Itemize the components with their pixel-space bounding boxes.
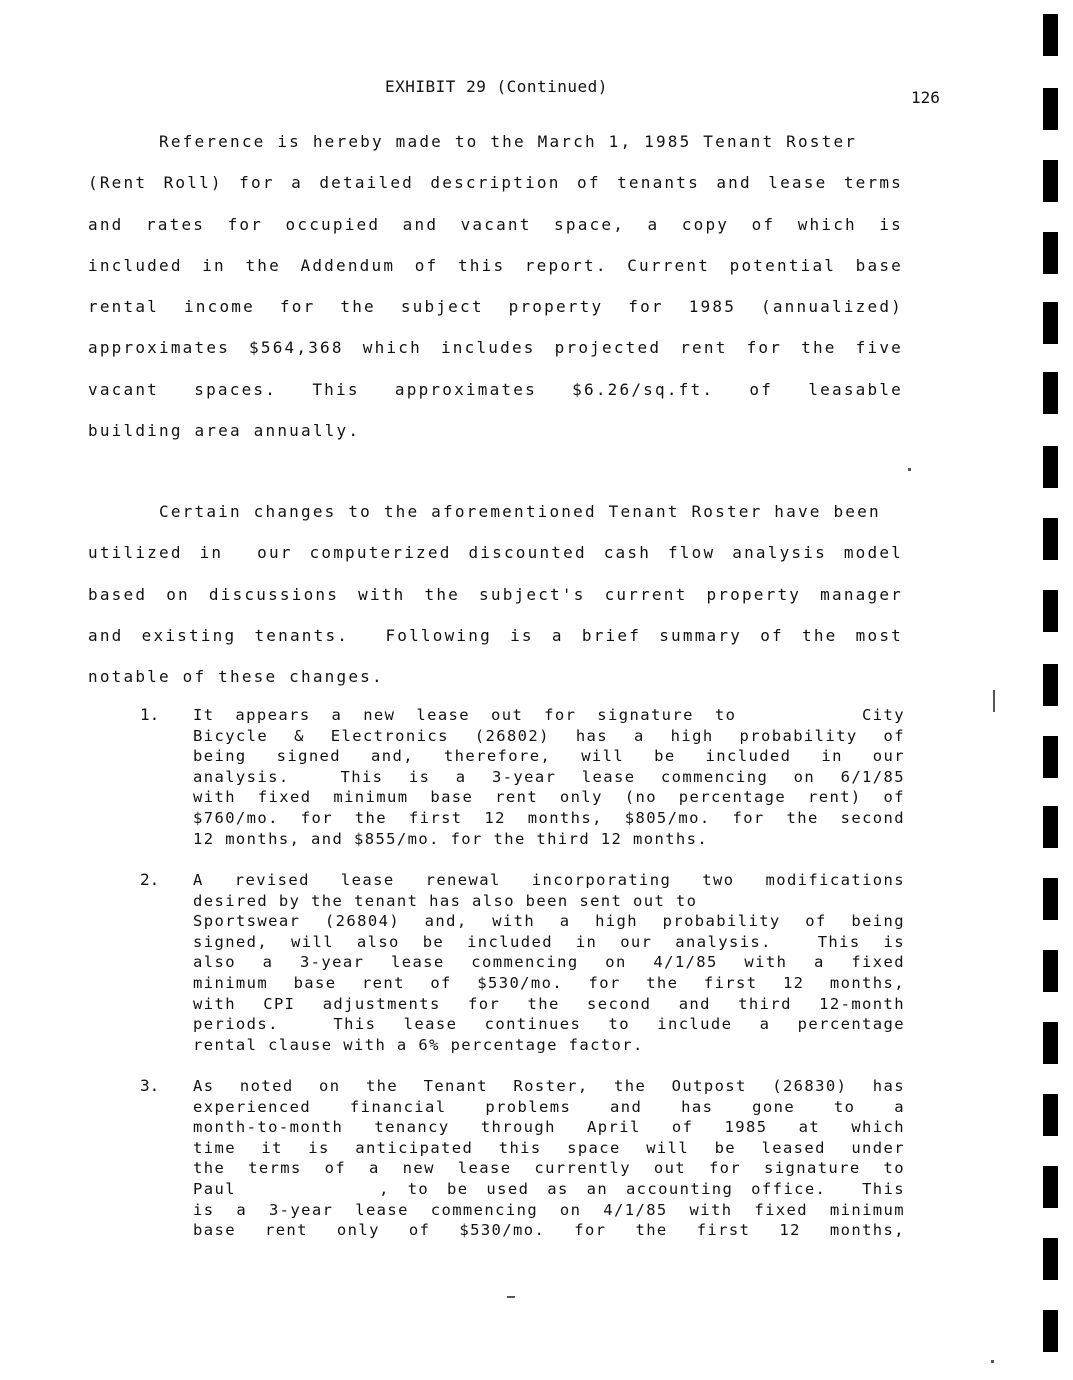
text-line: Sportswear (26804) and, with a high probability of being [193, 912, 905, 931]
text-line: the terms of a new lease currently out for signature to [193, 1159, 905, 1178]
text-line: rental income for the subject property for 1985 (annualized) [88, 297, 903, 317]
text-line: month-to-month tenancy through April of 1985 at which [193, 1118, 905, 1137]
text-line: It appears a new lease out for signature to City [193, 706, 905, 724]
text-line: experienced financial problems and has gone to a [193, 1097, 905, 1116]
scan-mark [1043, 806, 1058, 848]
scan-mark [1043, 372, 1058, 414]
text-line: and existing tenants. Following is a brief summary of the most [88, 625, 903, 645]
list-item-text [193, 705, 905, 849]
list-item-number: 2. [140, 870, 160, 889]
text-line: 12 months, and $855/mo. for the third 12 months. [193, 829, 709, 848]
text-line: periods. This lease continues to include a percentage [193, 1015, 905, 1034]
text-line: Reference is hereby made to the March 1, 1985 Tenant Roster [88, 132, 858, 151]
scan-artifact [908, 468, 911, 471]
list-item-number: 1. [140, 705, 160, 724]
page-number: 126 [911, 88, 940, 107]
list-item [140, 1076, 905, 1241]
text-line: $760/mo. for the first 12 months, $805/mo. for the second [193, 808, 905, 827]
text-line: based on discussions with the subject's current property manager [88, 584, 903, 604]
text-line: time it is anticipated this space will be leased under [193, 1138, 905, 1157]
text-line: is a 3-year lease commencing on 4/1/85 with fixed minimum [193, 1200, 905, 1219]
scan-artifact [993, 690, 995, 712]
text-line: Bicycle & Electronics (26802) has a high probability of [193, 726, 905, 745]
scan-mark [1043, 590, 1058, 632]
list-item-text [193, 1076, 905, 1241]
scan-mark [1043, 160, 1058, 202]
text-line: analysis. This is a 3-year lease commencing on 6/1/85 [193, 767, 905, 786]
scan-mark [1043, 518, 1058, 560]
scan-mark [1043, 1166, 1058, 1208]
text-line: desired by the tenant has also been sent out to [193, 891, 698, 910]
scan-mark [1043, 302, 1058, 344]
scan-artifact [991, 1360, 994, 1363]
list-item-text [193, 870, 905, 1055]
scan-mark [1043, 88, 1058, 130]
scan-mark [1043, 736, 1058, 778]
text-line: Paul , to be used as an accounting office. This [193, 1179, 905, 1198]
scan-mark [1043, 1310, 1058, 1352]
text-line: being signed and, therefore, will be included in our [193, 747, 905, 766]
text-line: building area annually. [88, 421, 361, 441]
scan-mark [1043, 446, 1058, 488]
paragraph-roster-changes [88, 491, 903, 697]
text-line: As noted on the Tenant Roster, the Outpost (26830) has [193, 1077, 905, 1095]
text-line: A revised lease renewal incorporating two modifications [193, 871, 905, 889]
text-line: also a 3-year lease commencing on 4/1/85 with a fixed [193, 953, 905, 972]
text-line: (Rent Roll) for a detailed description of tenants and lease terms [88, 173, 903, 193]
text-line: vacant spaces. This approximates $6.26/sq.ft. of leasable [88, 379, 903, 399]
scan-mark [1043, 14, 1058, 56]
list-item [140, 705, 905, 849]
scan-artifact [507, 1296, 515, 1298]
text-line: minimum base rent of $530/mo. for the first 12 months, [193, 973, 905, 992]
text-line: notable of these changes. [88, 667, 384, 687]
text-line: rental clause with a 6% percentage factor. [193, 1035, 644, 1054]
text-line: with CPI adjustments for the second and third 12-month [193, 994, 905, 1013]
text-line: Certain changes to the aforementioned Tenant Roster have been [88, 502, 881, 521]
scan-mark [1043, 1094, 1058, 1136]
scan-mark [1043, 1022, 1058, 1064]
text-line: signed, will also be included in our analysis. This is [193, 932, 905, 951]
scan-mark [1043, 878, 1058, 920]
scan-edge-marks [1043, 0, 1063, 1380]
list-item-number: 3. [140, 1076, 160, 1095]
list-item [140, 870, 905, 1055]
scan-mark [1043, 950, 1058, 992]
text-line: and rates for occupied and vacant space, a copy of which is [88, 214, 903, 234]
scan-mark [1043, 1238, 1058, 1280]
text-line: included in the Addendum of this report. Current potential base [88, 255, 903, 275]
scan-mark [1043, 232, 1058, 274]
scan-mark [1043, 664, 1058, 706]
exhibit-title: EXHIBIT 29 (Continued) [385, 77, 608, 96]
text-line: utilized in our computerized discounted cash flow analysis model [88, 543, 903, 563]
text-line: approximates $564,368 which includes projected rent for the five [88, 338, 903, 358]
paragraph-tenant-roster [88, 121, 903, 451]
text-line: base rent only of $530/mo. for the first 12 months, [193, 1221, 905, 1240]
text-line: with fixed minimum base rent only (no percentage rent) of [193, 788, 905, 807]
